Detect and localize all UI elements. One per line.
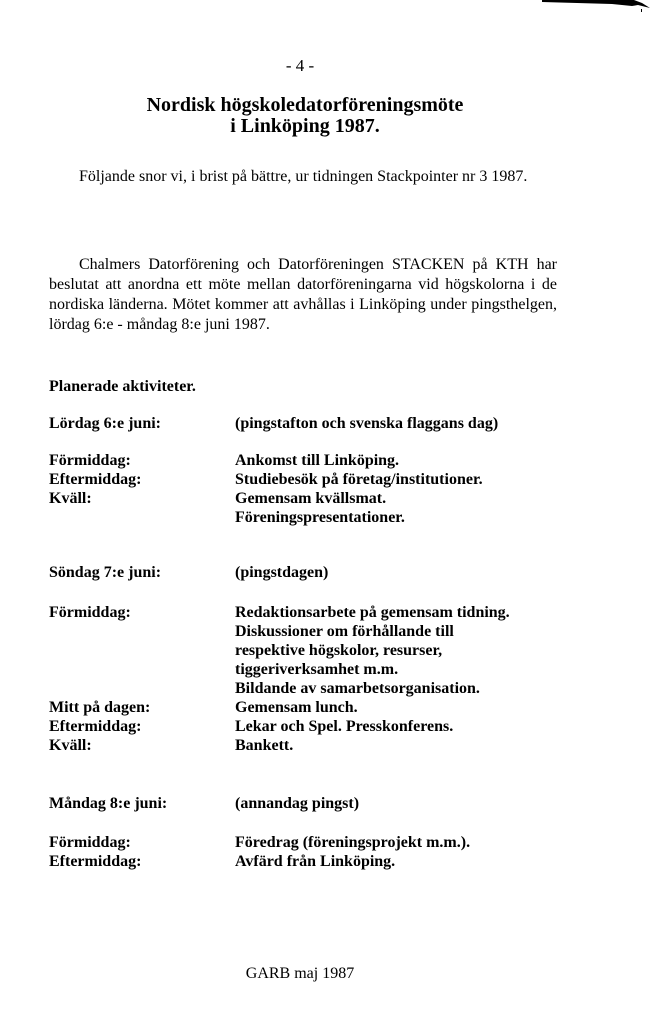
schedule-slot: [49, 451, 649, 470]
schedule-slot: [49, 736, 649, 755]
schedule-slot: [49, 470, 649, 489]
slot-label: Eftermiddag:: [49, 471, 142, 488]
day-note: (annandag pingst): [235, 795, 360, 812]
slot-item: Lekar och Spel. Presskonferens.: [235, 718, 454, 735]
day-header: [49, 414, 649, 433]
slot-label: Mitt på dagen:: [49, 699, 151, 716]
page-number: - 4 -: [285, 56, 315, 75]
schedule-slot: [49, 698, 649, 717]
slot-item: Ankomst till Linköping.: [235, 452, 400, 469]
slot-label: Eftermiddag:: [49, 853, 142, 870]
slot-label: Förmiddag:: [49, 604, 131, 621]
slot-item: respektive högskolor, resurser,: [235, 642, 443, 659]
slot-label: Kväll:: [49, 490, 92, 507]
day-header: [49, 563, 649, 582]
title-line-1: Nordisk högskoledatorföreningsmöte: [146, 94, 464, 116]
schedule-slot: [49, 833, 649, 852]
slot-item: Diskussioner om förhållande till: [235, 623, 454, 640]
slot-label: Förmiddag:: [49, 452, 131, 469]
day-label: Lördag 6:e juni:: [49, 415, 161, 432]
day-label: Söndag 7:e juni:: [49, 564, 162, 581]
slot-item: Gemensam kvällsmat.: [235, 490, 387, 507]
slot-label: Förmiddag:: [49, 834, 131, 851]
slot-item: Studiebesök på företag/institutioner.: [235, 471, 483, 488]
slot-item: Gemensam lunch.: [235, 699, 358, 716]
slot-label: Kväll:: [49, 737, 92, 754]
day-header: [49, 794, 649, 813]
title-line-2: i Linköping 1987.: [230, 115, 380, 137]
footer-signature: GARB maj 1987: [245, 965, 355, 982]
slot-item: Avfärd från Linköping.: [235, 853, 396, 870]
slot-item: Redaktionsarbete på gemensam tidning.: [235, 604, 510, 621]
day-saturday: [49, 414, 649, 527]
slot-label: Eftermiddag:: [49, 718, 142, 735]
schedule-slot: [49, 603, 649, 698]
slot-item: Bildande av samarbetsorganisation.: [235, 680, 480, 697]
day-note: (pingstdagen): [235, 564, 329, 581]
body-paragraph: Chalmers Datorförening och Datorföreningen STACKEN på KTH har beslutat att anordna ett möte mellan datorföreningarna vid högskolorna i de nordiska länderna. Mötet kommer att avhållas i Linköping under pingsthelgen, lördag 6:e - måndag 8:e juni 1987.: [49, 256, 557, 333]
section-heading: Planerade aktiviteter.: [49, 378, 196, 395]
document-title: [0, 95, 610, 137]
slot-item: Föredrag (föreningsprojekt m.m.).: [235, 834, 471, 851]
schedule-slot: [49, 852, 649, 871]
day-note: (pingstafton och svenska flaggans dag): [235, 415, 499, 432]
slot-item: Bankett.: [235, 737, 294, 754]
day-label: Måndag 8:e juni:: [49, 795, 168, 812]
day-sunday: [49, 563, 649, 755]
slot-item: tiggeriverksamhet m.m.: [235, 661, 399, 678]
slot-item: Föreningspresentationer.: [235, 509, 405, 526]
scan-artifact-mark: [542, 0, 652, 14]
day-monday: [49, 794, 649, 871]
schedule-slot: [49, 717, 649, 736]
intro-text: Följande snor vi, i brist på bättre, ur tidningen Stackpointer nr 3 1987.: [79, 168, 528, 185]
schedule-slot: [49, 489, 649, 527]
